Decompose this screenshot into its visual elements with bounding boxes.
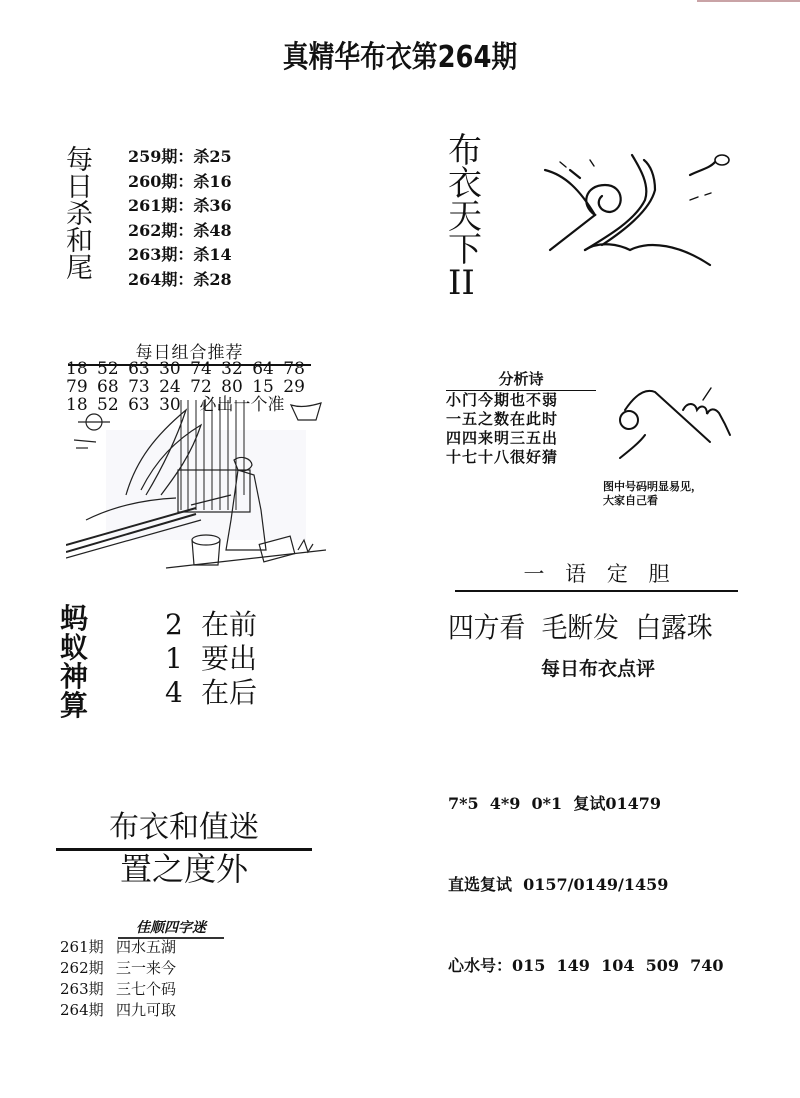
heading-char: 衣	[448, 164, 482, 204]
ant-text: 在后	[201, 676, 258, 709]
issue-label: 261期	[128, 196, 178, 215]
top-edge-mark	[697, 0, 800, 2]
ant-oracle-list	[165, 608, 257, 710]
daily-combo-heading: 每日组合推荐	[68, 338, 311, 366]
one-word-heading: 一 语 定 胆	[455, 558, 738, 592]
analysis-poem-lines	[446, 391, 558, 467]
combo-row	[66, 396, 305, 414]
issue-label: 262期	[60, 959, 104, 977]
buyi-riddle-title: 布衣和值迷	[56, 802, 312, 851]
riddle-text: 四九可取	[116, 1001, 177, 1019]
heading-char: 天	[448, 197, 482, 237]
caption-line: 大家自己看	[603, 494, 658, 507]
heading-char: II	[448, 263, 475, 303]
heading-char: 杀	[66, 199, 93, 230]
daily-combo-numbers	[66, 360, 305, 414]
ant-text: 要出	[201, 642, 258, 675]
mountain-sketch-illustration	[615, 380, 745, 470]
issue-label: 260期	[128, 171, 178, 191]
four-char-riddle-list	[60, 937, 176, 1021]
poem-line: 四四来明三五出	[446, 429, 559, 447]
separator: ：	[177, 171, 194, 191]
list-item	[128, 170, 232, 195]
ant-number: 1	[165, 642, 183, 675]
issue-label: 261期	[60, 938, 104, 956]
heading-char: 算	[60, 689, 89, 722]
heading-char: 蚁	[60, 631, 89, 664]
pick-line: 直选复试 0157/0149/1459	[448, 875, 669, 894]
list-item	[165, 676, 257, 710]
separator: ：	[177, 220, 194, 240]
separator: ：	[177, 245, 194, 264]
daily-review-heading: 每日布衣点评	[540, 658, 655, 680]
list-item	[128, 243, 232, 268]
pick-line: 心水号：015 149 104 509 740	[448, 956, 724, 975]
separator: ：	[177, 196, 194, 215]
ant-number: 2	[165, 608, 183, 641]
one-word-phrase: 四方看 毛断发 白露珠	[448, 611, 713, 644]
issue-label: 264期	[60, 1001, 104, 1019]
issue-label: 262期	[128, 220, 178, 240]
heading-char: 蚂	[60, 602, 89, 635]
analysis-poem-heading: 分析诗	[446, 368, 596, 391]
kill-value: 杀16	[193, 171, 232, 191]
riddle-text: 四水五湖	[116, 938, 177, 956]
combo-row-text: 18 52 63 30 必出一个	[66, 395, 268, 415]
list-item	[128, 219, 232, 244]
kill-value: 杀48	[193, 220, 232, 240]
kill-value: 杀14	[193, 245, 232, 264]
list-item	[165, 642, 257, 676]
daily-kill-tail-heading	[66, 147, 93, 282]
ant-number: 4	[165, 676, 183, 709]
four-char-riddle-heading: 佳顺四字迷	[118, 917, 224, 939]
number-picks	[448, 736, 724, 1006]
heading-char: 和	[66, 226, 93, 257]
heading-char: 布	[448, 131, 482, 171]
daily-kill-tail-list	[128, 145, 232, 292]
issue-label: 259期	[128, 147, 178, 166]
heading-char: 日	[66, 172, 93, 203]
list-item	[128, 194, 232, 219]
heading-char: 下	[448, 230, 482, 270]
caption-line: 图中号码明显易见，	[603, 480, 702, 493]
combo-trailing-glyph: 准	[267, 395, 285, 415]
poem-line: 小门今期也不弱	[446, 391, 559, 409]
page-title: 真精华布衣第264期	[282, 40, 518, 75]
buyi-riddle-answer: 置之度外	[119, 850, 248, 888]
separator: ：	[177, 147, 194, 166]
list-item	[60, 1000, 176, 1021]
buyi-tianxia-heading	[448, 131, 482, 303]
kill-value: 杀28	[193, 269, 232, 289]
sketch-caption	[603, 480, 702, 508]
heading-char: 尾	[66, 253, 93, 284]
heading-char: 神	[60, 660, 89, 693]
combo-row: 18 52 63 30 74 32 64 78	[66, 359, 305, 379]
riddle-text: 三一来今	[116, 959, 177, 977]
separator: ：	[177, 269, 194, 289]
kill-value: 杀25	[193, 147, 232, 166]
heading-char: 每	[66, 145, 93, 176]
issue-label: 263期	[128, 245, 178, 264]
list-item	[60, 979, 176, 1000]
poem-line: 一五之数在此时	[446, 410, 559, 428]
list-item	[60, 937, 176, 958]
list-item	[60, 958, 176, 979]
poem-line: 十七十八很好猜	[446, 448, 559, 466]
riddle-text: 三七个码	[116, 980, 177, 998]
number-sketch-illustration	[540, 150, 740, 300]
ant-oracle-heading	[60, 602, 89, 722]
scholar-illustration	[66, 400, 326, 570]
ant-text: 在前	[201, 608, 258, 641]
kill-value: 杀36	[193, 196, 232, 215]
issue-label: 264期	[128, 269, 178, 289]
list-item	[128, 268, 232, 293]
list-item	[165, 608, 257, 642]
pick-line: 7*5 4*9 0*1 复试01479	[448, 794, 661, 813]
combo-row: 79 68 73 24 72 80 15 29	[66, 377, 305, 397]
issue-label: 263期	[60, 980, 104, 998]
list-item	[128, 145, 232, 170]
